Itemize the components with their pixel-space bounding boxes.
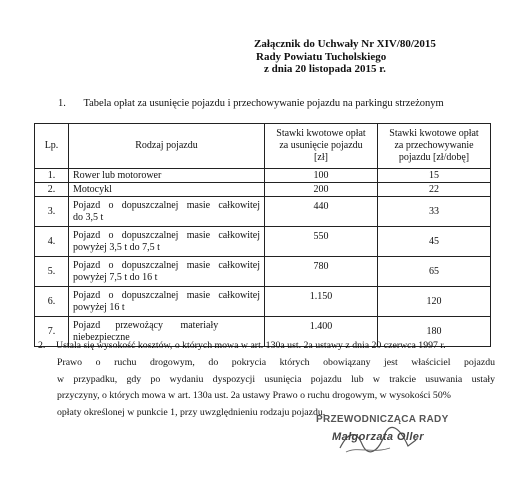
row-removal-fee: 1.400 [265, 317, 378, 347]
section-2-number: 2. [38, 340, 46, 351]
section-1-number: 1. [58, 98, 66, 109]
row-vehicle-type: Pojazd o dopuszczalnej masie całkowitej do 3,5 t [69, 197, 265, 227]
table-row [35, 183, 491, 197]
row-storage-fee: 33 [378, 197, 491, 227]
row-storage-fee: 45 [378, 227, 491, 257]
row-removal-fee: 200 [265, 183, 378, 197]
row-vehicle-type: Motocykl [69, 183, 265, 197]
row-lp: 1. [35, 169, 69, 183]
chair-stamp [316, 414, 476, 425]
table-row [35, 257, 491, 287]
section-2-line: Prawo o ruchu drogowym, do pokrycia których obowiązany jest właściciel pojazdu [57, 356, 495, 368]
row-vehicle-type: Pojazd o dopuszczalnej masie całkowitej powyżej 16 t [69, 287, 265, 317]
table-row [35, 227, 491, 257]
row-lp: 4. [35, 227, 69, 257]
section-1-title: Tabela opłat za usunięcie pojazdu i przechowywanie pojazdu na parkingu strzeżonym [83, 98, 444, 109]
document-header [254, 38, 504, 76]
fees-table [34, 123, 491, 347]
row-storage-fee: 22 [378, 183, 491, 197]
row-vehicle-type: Pojazd przewożący materiały niebezpieczne [69, 317, 265, 347]
section-2-paragraph [38, 338, 500, 422]
row-storage-fee: 120 [378, 287, 491, 317]
row-removal-fee: 550 [265, 227, 378, 257]
stamp-title: PRZEWODNICZĄCA RADY [316, 414, 449, 425]
row-vehicle-type: Pojazd o dopuszczalnej masie całkowitej powyżej 3,5 t do 7,5 t [69, 227, 265, 257]
section-2-line: opłaty określonej w punkcie 1, przy uwzględnieniu rodzaju pojazdu. [57, 407, 326, 419]
row-storage-fee: 15 [378, 169, 491, 183]
row-vehicle-type: Pojazd o dopuszczalnej masie całkowitej powyżej 7,5 t do 16 t [69, 257, 265, 287]
row-removal-fee: 440 [265, 197, 378, 227]
row-removal-fee: 100 [265, 169, 378, 183]
section-2-line: przyczyny, o których mowa w art. 130a ust. 2a ustawy Prawo o ruchu drogowym, w wysokości 50% [57, 390, 451, 402]
header-line-attachment: Załącznik do Uchwały Nr XIV/80/2015 [254, 38, 436, 50]
table-header-row [35, 124, 491, 169]
header-removal-fee: Stawki kwotowe opłat za usunięcie pojazdu [zł] [265, 124, 378, 169]
row-lp: 3. [35, 197, 69, 227]
table-row [35, 169, 491, 183]
section-2-line: Ustala się wysokość kosztów, o których mowa w art. 130a ust. 2a ustawy z dnia 20 czerwca 1997 r. [56, 340, 446, 351]
row-storage-fee: 180 [378, 317, 491, 347]
row-lp: 6. [35, 287, 69, 317]
section-2-line: w przypadku, gdy po wydaniu dyspozycji usunięcia pojazdu lub w trakcie usuwania ustały [57, 373, 495, 385]
header-line-date: z dnia 20 listopada 2015 r. [264, 63, 386, 75]
row-lp: 5. [35, 257, 69, 287]
header-lp: Lp. [35, 124, 69, 169]
table-row [35, 287, 491, 317]
row-vehicle-type: Rower lub motorower [69, 169, 265, 183]
header-line-council: Rady Powiatu Tucholskiego [256, 50, 387, 63]
row-lp: 2. [35, 183, 69, 197]
table-row [35, 197, 491, 227]
header-vehicle-type: Rodzaj pojazdu [69, 124, 265, 169]
header-storage-fee: Stawki kwotowe opłat za przechowywanie pojazdu [zł/dobę] [378, 124, 491, 169]
row-lp: 7. [35, 317, 69, 347]
signature-name: Małgorzata Oller [332, 431, 424, 443]
row-storage-fee: 65 [378, 257, 491, 287]
section-1-heading [58, 98, 498, 109]
row-removal-fee: 780 [265, 257, 378, 287]
row-removal-fee: 1.150 [265, 287, 378, 317]
